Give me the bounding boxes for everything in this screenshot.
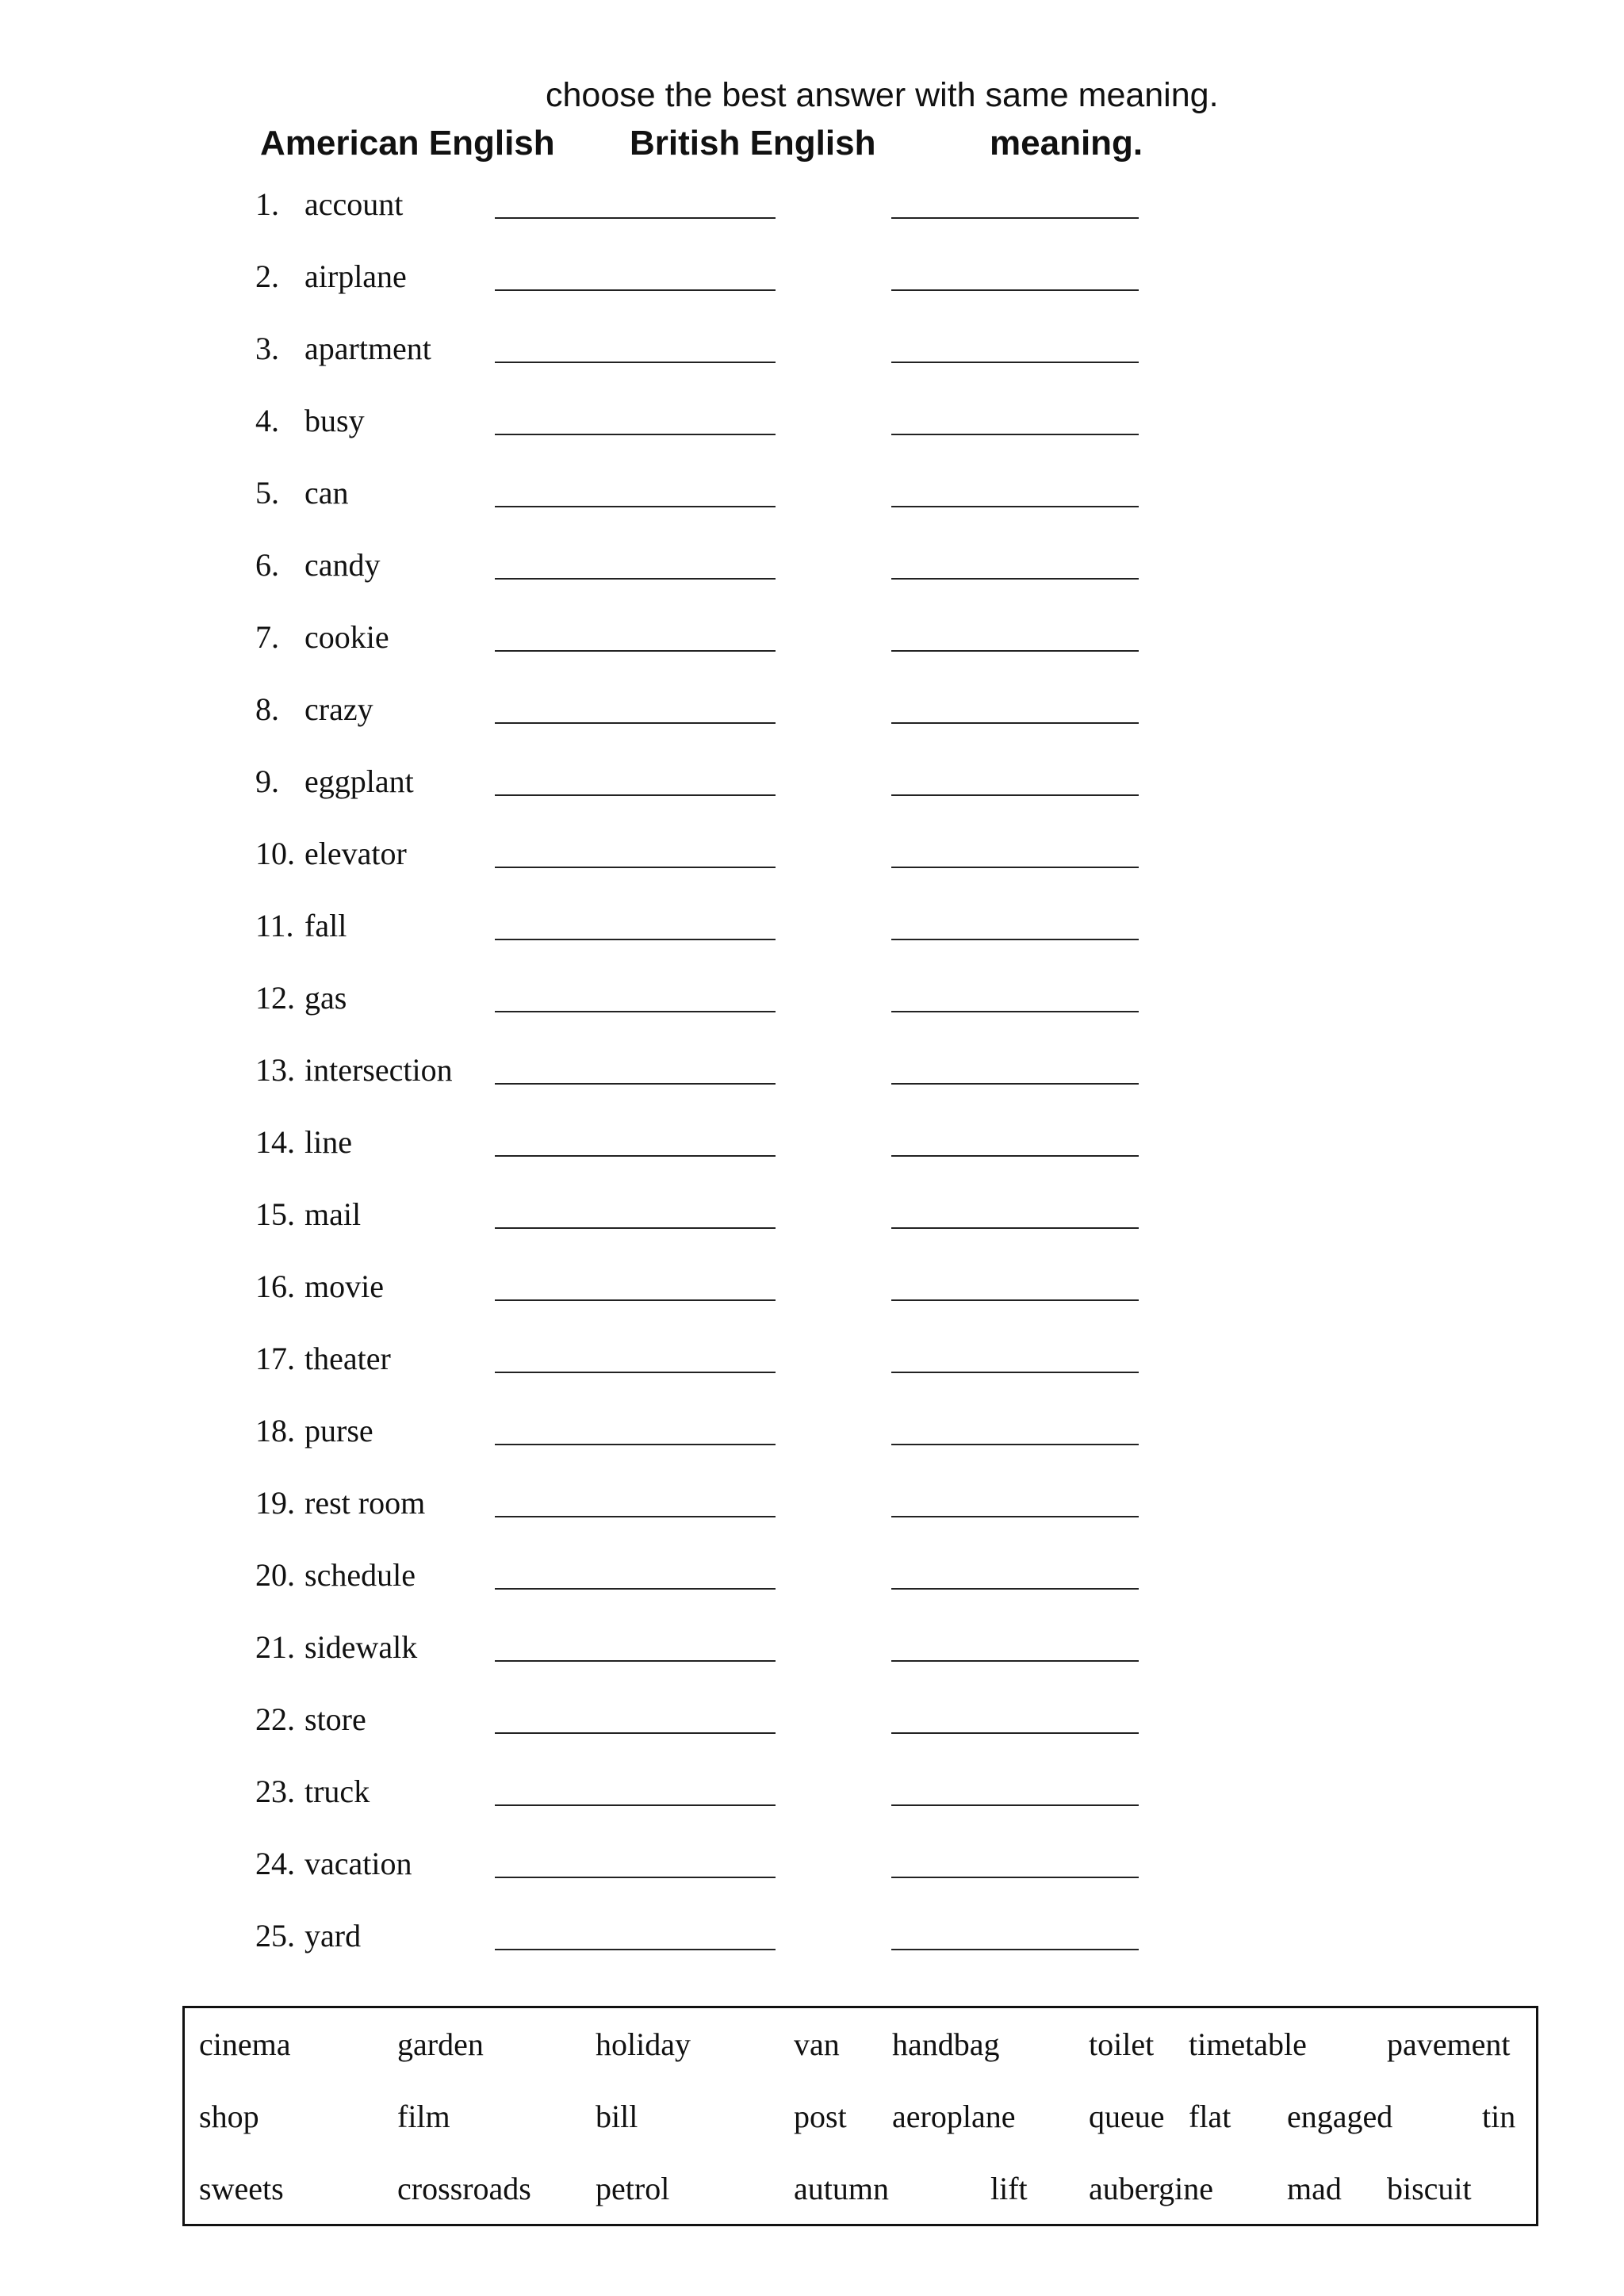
- british-answer-blank[interactable]: [495, 1732, 776, 1734]
- american-word: account: [304, 186, 404, 222]
- list-item: [255, 182, 1207, 254]
- meaning-answer-blank[interactable]: [891, 722, 1139, 724]
- word-bank-item: sweets: [199, 2171, 284, 2206]
- item-number: 20.: [255, 1557, 295, 1593]
- item-number: 16.: [255, 1269, 295, 1304]
- list-item: [255, 471, 1207, 543]
- item-number: 7.: [255, 619, 279, 655]
- list-item: [255, 1481, 1207, 1553]
- list-item: [255, 1697, 1207, 1770]
- header-meaning: meaning.: [990, 124, 1143, 163]
- word-bank-item: bill: [596, 2099, 638, 2134]
- word-bank-item: engaged: [1287, 2099, 1393, 2134]
- british-answer-blank[interactable]: [495, 722, 776, 724]
- british-answer-blank[interactable]: [495, 650, 776, 652]
- item-number: 22.: [255, 1701, 295, 1737]
- british-answer-blank[interactable]: [495, 434, 776, 435]
- list-item: [255, 760, 1207, 832]
- american-word: candy: [304, 547, 381, 583]
- word-bank-item: tin: [1482, 2099, 1516, 2134]
- british-answer-blank[interactable]: [495, 1804, 776, 1806]
- list-item: [255, 1265, 1207, 1337]
- british-answer-blank[interactable]: [495, 578, 776, 580]
- item-number: 21.: [255, 1629, 295, 1665]
- meaning-answer-blank[interactable]: [891, 939, 1139, 940]
- american-word: theater: [304, 1341, 391, 1376]
- word-bank-item: timetable: [1189, 2026, 1307, 2062]
- british-answer-blank[interactable]: [495, 1083, 776, 1085]
- word-bank-item: aeroplane: [892, 2099, 1016, 2134]
- item-number: 24.: [255, 1846, 295, 1881]
- american-word: movie: [304, 1269, 384, 1304]
- word-bank-item: autumn: [794, 2171, 889, 2206]
- british-answer-blank[interactable]: [495, 1227, 776, 1229]
- item-number: 18.: [255, 1413, 295, 1448]
- american-word: fall: [304, 908, 347, 943]
- meaning-answer-blank[interactable]: [891, 1083, 1139, 1085]
- british-answer-blank[interactable]: [495, 217, 776, 219]
- list-item: [255, 543, 1207, 615]
- american-word: eggplant: [304, 763, 414, 799]
- word-list: [255, 182, 1207, 1986]
- british-answer-blank[interactable]: [495, 1588, 776, 1590]
- american-word: vacation: [304, 1846, 412, 1881]
- meaning-answer-blank[interactable]: [891, 578, 1139, 580]
- word-bank-item: garden: [397, 2026, 484, 2062]
- british-answer-blank[interactable]: [495, 1949, 776, 1950]
- american-word: yard: [304, 1918, 362, 1954]
- american-word: cookie: [304, 619, 389, 655]
- word-bank-item: aubergine: [1089, 2171, 1213, 2206]
- list-item: [255, 1842, 1207, 1914]
- american-word: busy: [304, 403, 365, 438]
- british-answer-blank[interactable]: [495, 362, 776, 363]
- item-number: 9.: [255, 763, 279, 799]
- meaning-answer-blank[interactable]: [891, 1732, 1139, 1734]
- list-item: [255, 615, 1207, 687]
- american-word: sidewalk: [304, 1629, 418, 1665]
- instruction-text: choose the best answer with same meaning.: [546, 76, 1219, 114]
- word-bank-item: handbag: [892, 2026, 1000, 2062]
- word-bank-item: flat: [1189, 2099, 1231, 2134]
- meaning-answer-blank[interactable]: [891, 506, 1139, 507]
- item-number: 1.: [255, 186, 279, 222]
- list-item: [255, 254, 1207, 327]
- item-number: 17.: [255, 1341, 295, 1376]
- meaning-answer-blank[interactable]: [891, 1155, 1139, 1157]
- british-answer-blank[interactable]: [495, 1516, 776, 1517]
- word-bank-item: pavement: [1387, 2026, 1511, 2062]
- american-word: airplane: [304, 258, 407, 294]
- meaning-answer-blank[interactable]: [891, 650, 1139, 652]
- word-bank-item: cinema: [199, 2026, 291, 2062]
- british-answer-blank[interactable]: [495, 289, 776, 291]
- item-number: 25.: [255, 1918, 295, 1954]
- item-number: 19.: [255, 1485, 295, 1521]
- british-answer-blank[interactable]: [495, 1660, 776, 1662]
- british-answer-blank[interactable]: [495, 1155, 776, 1157]
- list-item: [255, 1770, 1207, 1842]
- item-number: 10.: [255, 836, 295, 871]
- meaning-answer-blank[interactable]: [891, 1444, 1139, 1445]
- british-answer-blank[interactable]: [495, 1011, 776, 1012]
- word-bank-item: lift: [990, 2171, 1028, 2206]
- item-number: 3.: [255, 331, 279, 366]
- american-word: crazy: [304, 691, 373, 727]
- item-number: 13.: [255, 1052, 295, 1088]
- list-item: [255, 1914, 1207, 1986]
- meaning-answer-blank[interactable]: [891, 1299, 1139, 1301]
- item-number: 15.: [255, 1196, 295, 1232]
- list-item: [255, 1192, 1207, 1265]
- header-british-english: British English: [630, 124, 876, 163]
- meaning-answer-blank[interactable]: [891, 1877, 1139, 1878]
- british-answer-blank[interactable]: [495, 1372, 776, 1373]
- meaning-answer-blank[interactable]: [891, 217, 1139, 219]
- meaning-answer-blank[interactable]: [891, 1011, 1139, 1012]
- item-number: 12.: [255, 980, 295, 1016]
- list-item: [255, 1553, 1207, 1625]
- list-item: [255, 1337, 1207, 1409]
- word-bank-item: biscuit: [1387, 2171, 1472, 2206]
- british-answer-blank[interactable]: [495, 1444, 776, 1445]
- meaning-answer-blank[interactable]: [891, 1227, 1139, 1229]
- meaning-answer-blank[interactable]: [891, 289, 1139, 291]
- meaning-answer-blank[interactable]: [891, 1949, 1139, 1950]
- american-word: rest room: [304, 1485, 426, 1521]
- word-bank-box: [182, 2006, 1538, 2226]
- list-item: [255, 399, 1207, 471]
- word-bank-item: film: [397, 2099, 450, 2134]
- meaning-answer-blank[interactable]: [891, 1516, 1139, 1517]
- american-word: intersection: [304, 1052, 453, 1088]
- word-bank-item: mad: [1287, 2171, 1342, 2206]
- american-word: purse: [304, 1413, 373, 1448]
- word-bank-item: post: [794, 2099, 847, 2134]
- british-answer-blank[interactable]: [495, 1877, 776, 1878]
- american-word: apartment: [304, 331, 431, 366]
- meaning-answer-blank[interactable]: [891, 1372, 1139, 1373]
- item-number: 8.: [255, 691, 279, 727]
- meaning-answer-blank[interactable]: [891, 434, 1139, 435]
- item-number: 5.: [255, 475, 279, 511]
- list-item: [255, 1625, 1207, 1697]
- list-item: [255, 904, 1207, 976]
- word-bank-item: queue: [1089, 2099, 1165, 2134]
- meaning-answer-blank[interactable]: [891, 1804, 1139, 1806]
- header-american-english: American English: [260, 124, 555, 163]
- list-item: [255, 1048, 1207, 1120]
- american-word: gas: [304, 980, 347, 1016]
- meaning-answer-blank[interactable]: [891, 1588, 1139, 1590]
- item-number: 6.: [255, 547, 279, 583]
- american-word: store: [304, 1701, 366, 1737]
- word-bank-item: van: [794, 2026, 840, 2062]
- british-answer-blank[interactable]: [495, 939, 776, 940]
- word-bank-item: shop: [199, 2099, 259, 2134]
- british-answer-blank[interactable]: [495, 506, 776, 507]
- american-word: can: [304, 475, 349, 511]
- item-number: 23.: [255, 1774, 295, 1809]
- word-bank-item: holiday: [596, 2026, 691, 2062]
- item-number: 4.: [255, 403, 279, 438]
- list-item: [255, 327, 1207, 399]
- word-bank-item: toilet: [1089, 2026, 1155, 2062]
- item-number: 2.: [255, 258, 279, 294]
- meaning-answer-blank[interactable]: [891, 867, 1139, 868]
- british-answer-blank[interactable]: [495, 867, 776, 868]
- american-word: line: [304, 1124, 352, 1160]
- list-item: [255, 687, 1207, 760]
- list-item: [255, 832, 1207, 904]
- british-answer-blank[interactable]: [495, 794, 776, 796]
- list-item: [255, 1409, 1207, 1481]
- american-word: mail: [304, 1196, 362, 1232]
- american-word: elevator: [304, 836, 407, 871]
- american-word: schedule: [304, 1557, 416, 1593]
- british-answer-blank[interactable]: [495, 1299, 776, 1301]
- word-bank-item: petrol: [596, 2171, 670, 2206]
- list-item: [255, 1120, 1207, 1192]
- word-bank-item: crossroads: [397, 2171, 531, 2206]
- meaning-answer-blank[interactable]: [891, 1660, 1139, 1662]
- item-number: 11.: [255, 908, 294, 943]
- list-item: [255, 976, 1207, 1048]
- meaning-answer-blank[interactable]: [891, 362, 1139, 363]
- item-number: 14.: [255, 1124, 295, 1160]
- american-word: truck: [304, 1774, 370, 1809]
- meaning-answer-blank[interactable]: [891, 794, 1139, 796]
